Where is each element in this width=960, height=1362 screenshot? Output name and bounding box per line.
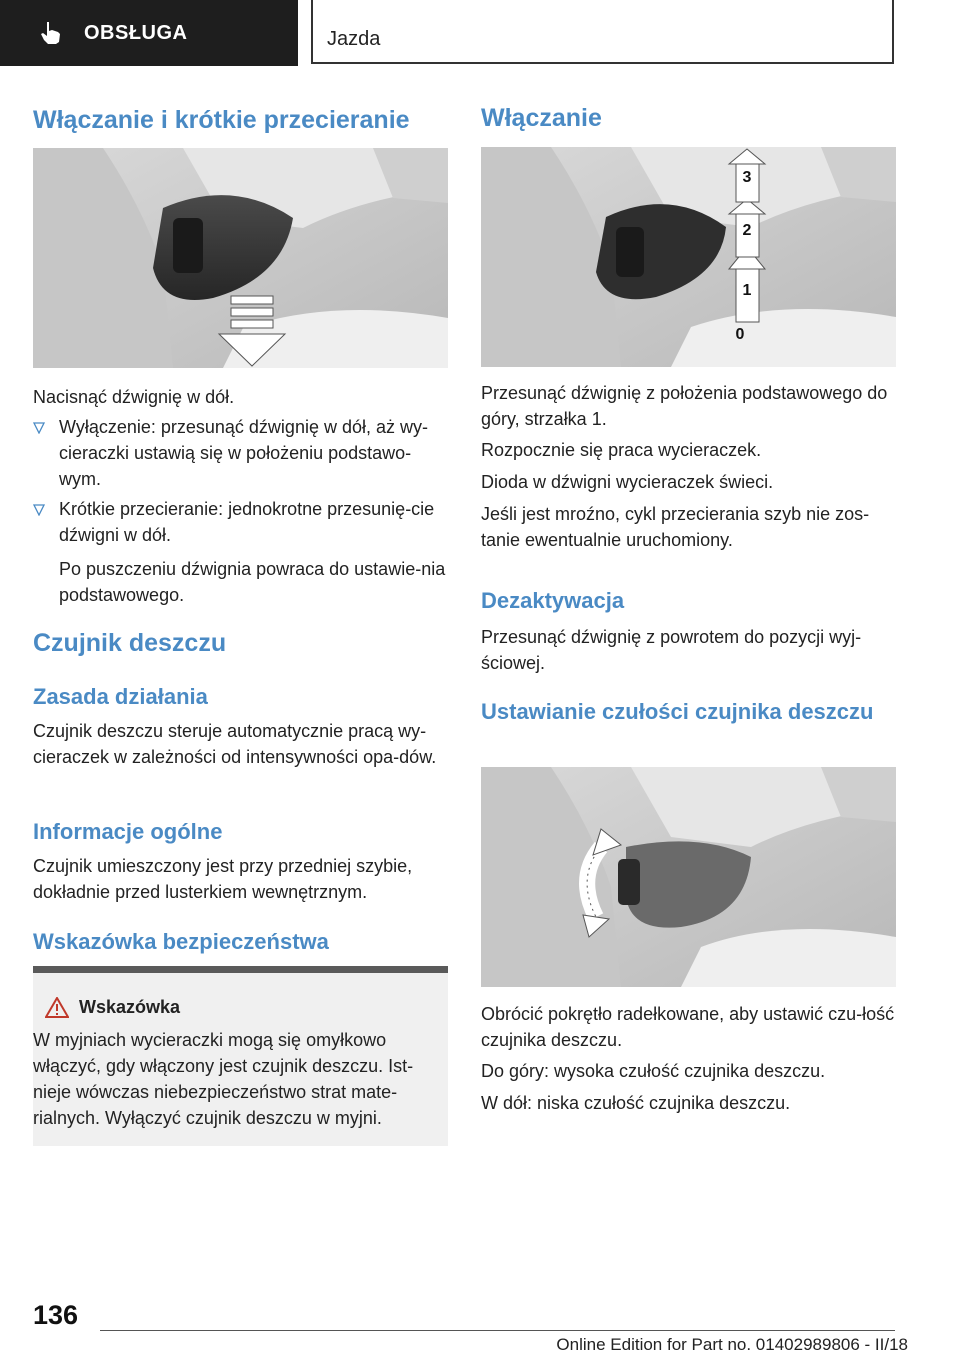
section-title-switching-on-short-wipe: Włączanie i krótkie przecieranie [33, 106, 410, 134]
sensitivity-text-3: W dół: niska czułość czujnika deszczu. [481, 1093, 791, 1113]
hand-pointer-icon [40, 21, 62, 45]
safety-note-title: Wskazówka bezpieczeństwa [33, 929, 329, 954]
principle-title: Zasada działania [33, 684, 208, 709]
chapter-header [311, 0, 894, 64]
deactivation-text: Przesunąć dźwignię z powrotem do pozycji wyj‐ściowej. [481, 627, 862, 673]
general-info-text: Czujnik umieszczony jest przy przedniej szybie, dokładnie przed lusterkiem wewnętrznym. [33, 856, 413, 902]
sensitivity-text-1: Obrócić pokrętło radełkowane, aby ustawić czu‐łość czujnika deszczu. [481, 1004, 895, 1050]
edition-text: Online Edition for Part no. 01402989806 - II/18 [556, 1335, 908, 1354]
wiper-lever-up-photo [481, 147, 896, 367]
list-item [33, 414, 448, 492]
warning-title: Wskazówka [79, 997, 181, 1017]
on-text-1: Przesunąć dźwignię z położenia podstawowego do góry, strzałka 1. [481, 383, 888, 429]
footer-divider [100, 1330, 895, 1331]
general-info-title: Informacje ogólne [33, 819, 223, 844]
arrow-label-3: 3 [742, 169, 752, 186]
triangle-bullet-icon [33, 422, 45, 434]
arrow-label-1: 1 [742, 282, 752, 299]
on-text-2: Rozpocznie się praca wycieraczek. [481, 440, 762, 460]
arrow-label-2: 2 [742, 222, 752, 239]
knurled-wheel-photo [481, 767, 896, 987]
warning-triangle-icon [45, 997, 69, 1018]
triangle-bullet-icon [33, 504, 45, 516]
page-number: 136 [33, 1300, 79, 1330]
on-text-3: Dioda w dźwigni wycieraczek świeci. [481, 472, 774, 492]
chapter-title: Jazda [327, 28, 381, 50]
arrow-label-0: 0 [735, 326, 745, 343]
principle-text: Czujnik deszczu steruje automatycznie pracą wy‐cieraczek w zależności od intensywności opa‐dów. [33, 721, 437, 767]
warning-text: W myjniach wycieraczki mogą się omyłkowo włączyć, gdy włączony jest czujnik deszczu. Ist‐nieje wówczas niebezpieczeństwo strat mate‐rialnych. Wyłączyć czujnik deszczu w myjni. [33, 1030, 414, 1128]
wiper-lever-down-photo [33, 148, 448, 368]
bullet-short-wipe: Krótkie przecieranie: jednokrotne przesunię‐cie dźwigni w dół. [59, 499, 435, 545]
press-lever-text: Nacisnąć dźwignię w dół. [33, 387, 235, 407]
chapter-tab-label: OBSŁUGA [84, 21, 188, 44]
on-text-4: Jeśli jest mroźno, cykl przecierania szyb nie zos‐tanie ewentualnie uruchomiony. [481, 504, 870, 550]
rain-sensor-title: Czujnik deszczu [33, 629, 227, 657]
warning-box [33, 966, 448, 1146]
bullet-note: Po puszczeniu dźwignia powraca do ustawie‐nia podstawowego. [59, 559, 446, 605]
chapter-tab [0, 0, 298, 66]
sensitivity-text-2: Do góry: wysoka czułość czujnika deszczu. [481, 1061, 826, 1081]
list-item [33, 496, 448, 548]
deactivation-title: Dezaktywacja [481, 588, 625, 613]
switching-on-title: Włączanie [481, 104, 602, 132]
sensitivity-title: Ustawianie czułości czujnika deszczu [481, 699, 874, 724]
bullet-switch-off: Wyłączenie: przesunąć dźwignię w dół, aż wy‐cieraczki ustawią się w położeniu podstawo‐wym. [59, 417, 428, 489]
